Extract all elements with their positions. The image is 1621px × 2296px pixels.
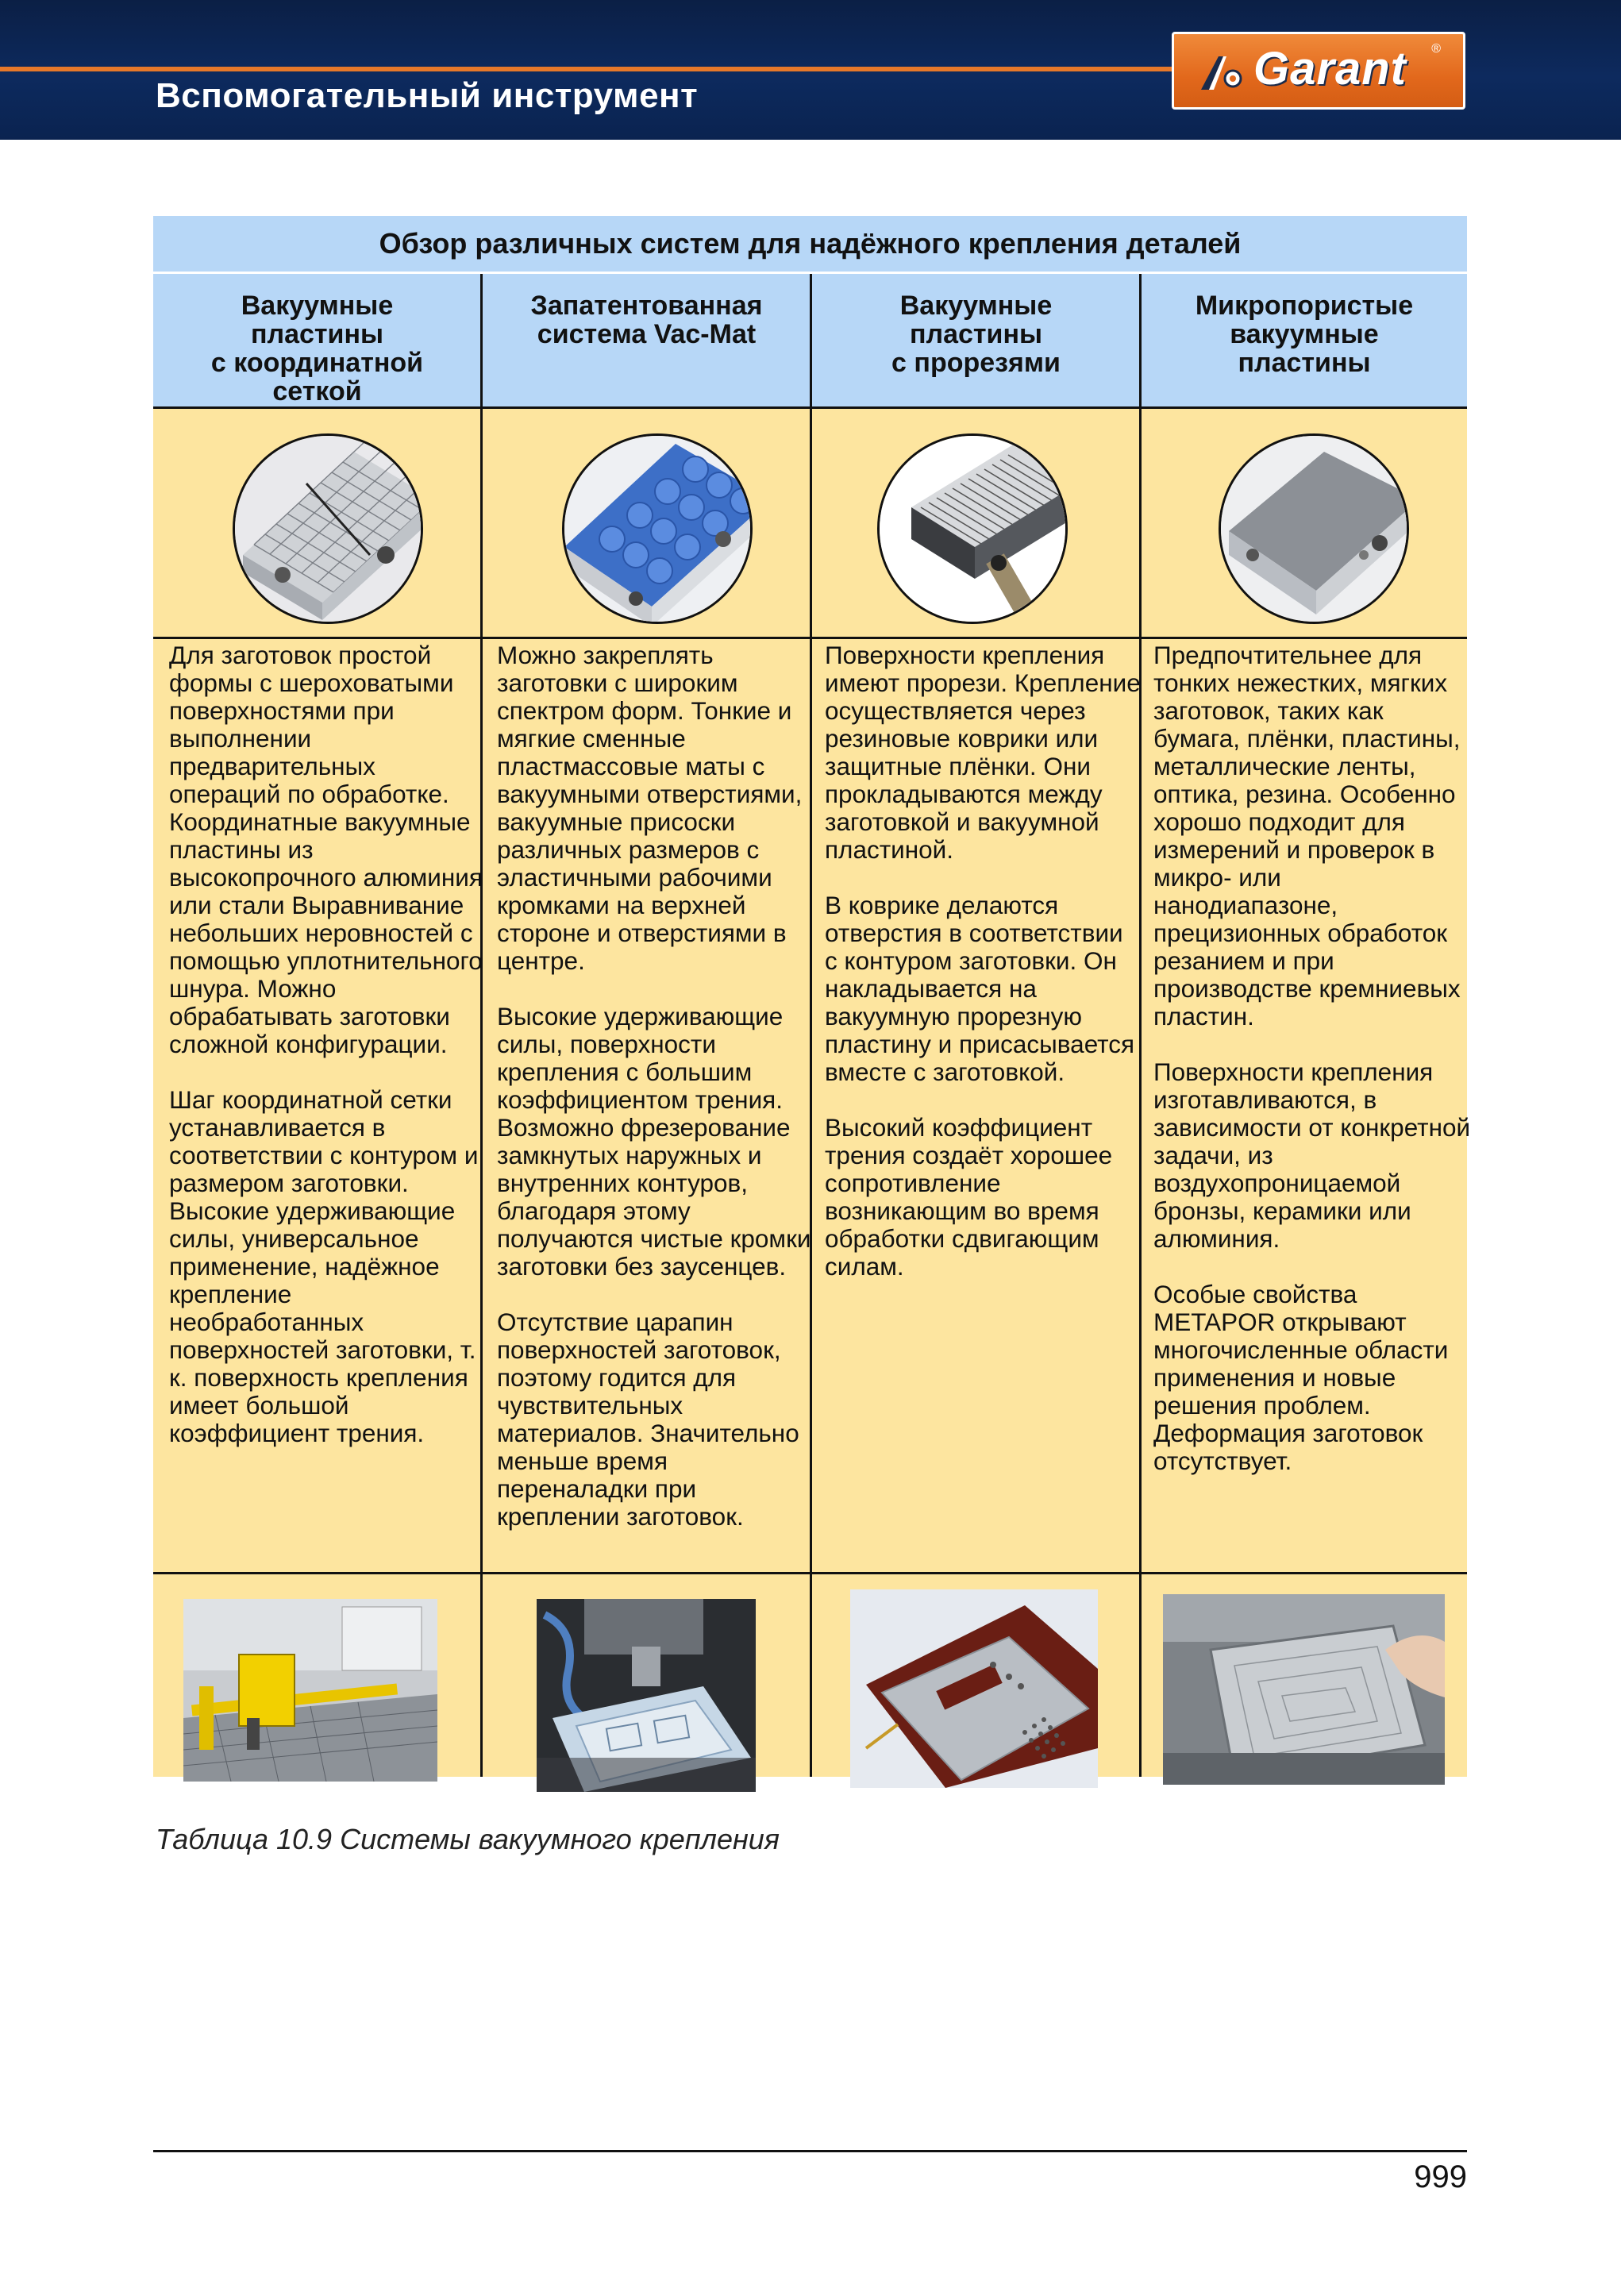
description-paragraph: Особые свойства METAPOR открывают многочисленные области применения и новые решения проблем. Деформация заготовок отсутствует.: [1153, 1280, 1449, 1475]
description-paragraph: Поверхности крепления имеют прорези. Крепление осуществляется через резиновые коврики или защитные плёнки. Они прокладываются между заготовкой и вакуумной пластиной.: [825, 641, 1141, 864]
milling-machine-photo: [537, 1599, 756, 1792]
grid-vacuum-plate-image: [233, 433, 423, 624]
description-paragraph: В коврике делаются отверстия в соответствии с контуром заготовки. Он накладывается на вакуумную прорезную пластину и присасывается вместе с заготовкой.: [825, 891, 1135, 1086]
heading-line: сеткой: [272, 376, 362, 406]
page-header-band: [0, 0, 1621, 140]
heading-line: Вакуумные: [899, 291, 1053, 321]
heading-line: с прорезями: [891, 348, 1061, 378]
table-title: Обзор различных систем для надёжного крепления деталей: [153, 216, 1467, 272]
column-3-description: [825, 641, 1142, 1281]
description-paragraph: Поверхности крепления изготавливаются, в зависимости от конкретной задачи, из воздухопроницаемой бронзы, керамики или алюминия.: [1153, 1057, 1471, 1253]
column-1-description: [169, 641, 487, 1447]
description-paragraph: Высокие удерживающие силы, поверхности крепления с большим коэффициентом трения. Возможно фрезерование замкнутых наружных и внутренних контуров, благодаря этому получаются чистые кромки заготовки без заусенцев.: [497, 1002, 811, 1281]
column-4-description: [1153, 641, 1471, 1475]
description-paragraph: Шаг координатной сетки устанавливается в соответствии с контуром и размером заготовки. Высокие удерживающие силы, универсальное применение, надёжное крепление необработанных поверхностей заготовки, т. к. поверхность крепления имеет большой коэффициент трения.: [169, 1085, 479, 1447]
garant-logo-icon: [1198, 53, 1246, 93]
description-paragraph: Можно закреплять заготовки с широким спектром форм. Тонкие и мягкие сменные пластмассовые маты с вакуумными отверстиями, вакуумные присоски различных размеров с эластичными рабочими кромками на верхней стороне и отверстиями в центре.: [497, 641, 803, 975]
column-2-description: [497, 641, 814, 1531]
heading-line: с координатной: [210, 348, 424, 378]
logo-text: Garant: [1253, 43, 1407, 94]
page-number: 999: [1414, 2159, 1467, 2194]
heading-line: пластины: [250, 319, 384, 349]
logo-registered-mark: ®: [1431, 42, 1441, 56]
heading-line: Запатентованная: [530, 291, 763, 321]
heading-line: Микропористые: [1195, 291, 1414, 321]
description-paragraph: Предпочтительнее для тонких нежестких, мягких заготовок, таких как бумага, плёнки, пластины, металлические ленты, оптика, резина. Особенно хорошо подходит для измерений и проверок в микро- или нанодиапазоне, прецизионных обработок резанием и при производстве кремниевых пластин.: [1153, 641, 1461, 1031]
vac-mat-plate-image: [562, 433, 753, 624]
table-caption: Таблица 10.9 Системы вакуумного крепления: [156, 1823, 780, 1855]
description-paragraph: Высокий коэффициент трения создаёт хорошее сопротивление возникающим во время обработки сдвигающим силам.: [825, 1113, 1113, 1281]
microporous-plate-hand-photo: [1163, 1594, 1445, 1785]
slotted-vacuum-plate-image: [877, 433, 1068, 624]
section-title: Вспомогательный инструмент: [156, 76, 699, 115]
cnc-router-photo: [183, 1599, 437, 1782]
heading-line: Вакуумные: [241, 291, 394, 321]
microporous-plate-image: [1219, 433, 1409, 624]
heading-line: пластины: [1238, 348, 1371, 378]
description-paragraph: Для заготовок простой формы с шероховатыми поверхностями при выполнении предварительных операций по обработке. Координатные вакуумные пластины из высокопрочного алюминия или стали Выравнивание небольших неровностей с помощью уплотнительного шнура. Можно обрабатывать заготовки сложной конфигурации.: [169, 641, 483, 1058]
garant-logo: [1172, 32, 1465, 110]
description-paragraph: Отсутствие царапин поверхностей заготовок, поэтому годится для чувствительных материалов. Значительно меньше время переналадки при креплении заготовок.: [497, 1308, 799, 1531]
slotted-plate-workpiece-photo: [850, 1589, 1098, 1788]
heading-line: пластины: [909, 319, 1043, 349]
heading-line: система Vac-Mat: [537, 319, 757, 349]
heading-line: вакуумные: [1230, 319, 1379, 349]
footer-rule: [153, 2150, 1467, 2152]
header-accent-line: [0, 67, 1175, 71]
